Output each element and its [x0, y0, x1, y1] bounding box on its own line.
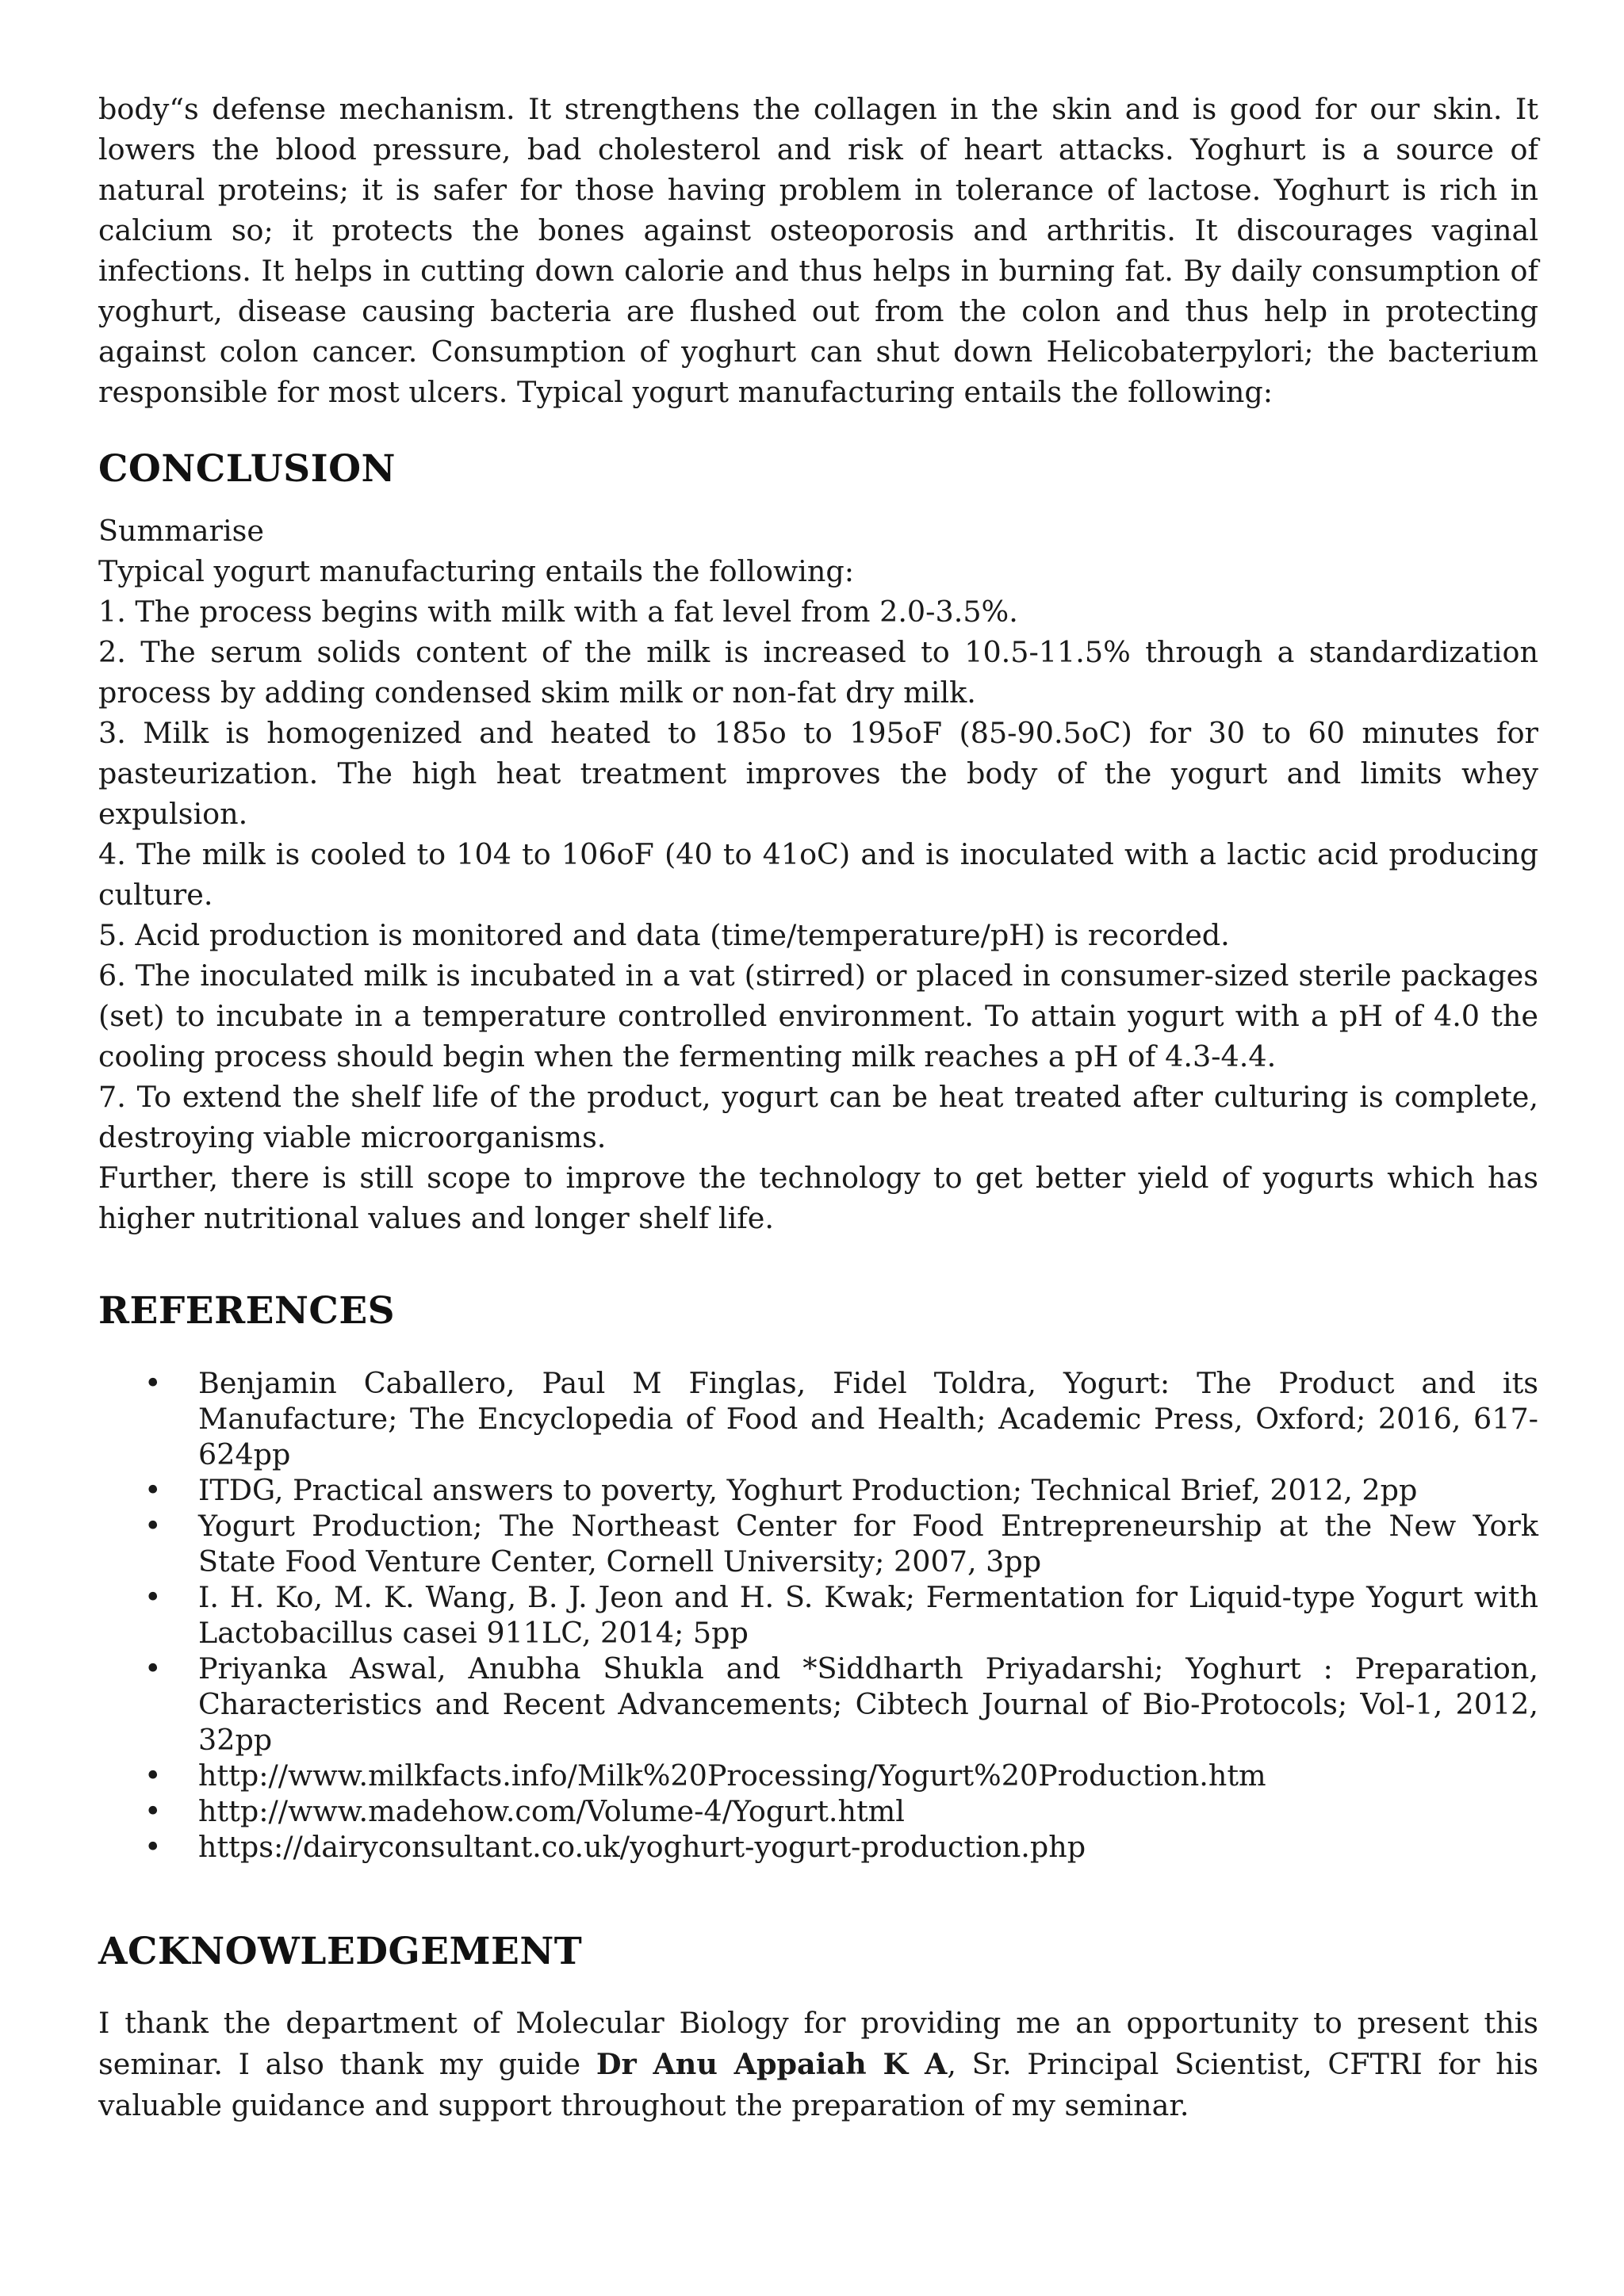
reference-url: https://dairyconsultant.co.uk/yoghurt-yogurt-production.php [198, 1830, 1086, 1864]
conclusion-step: 2. The serum solids content of the milk is increased to 10.5-11.5% through a standardization process by adding condensed skim milk or non-fat dry milk. [98, 635, 1538, 710]
reference-url: http://www.milkfacts.info/Milk%20Processing/Yogurt%20Production.htm [198, 1758, 1266, 1793]
reference-text: I. H. Ko, M. K. Wang, B. J. Jeon and H. S. Kwak; Fermentation for Liquid-type Yogurt with Lactobacillus casei 911LC, 2014; 5pp [198, 1580, 1538, 1650]
document-page [98, 89, 1538, 2126]
acknowledgement-text-before: I thank the department of Molecular Biology for providing me an opportunity to present this seminar. I also thank my guide [98, 2006, 1538, 2081]
reference-item [98, 1472, 1538, 1508]
bullet-icon: • [144, 1830, 162, 1864]
reference-item [98, 1579, 1538, 1651]
bullet-icon: • [144, 1473, 162, 1507]
conclusion-step: 5. Acid production is monitored and data (time/temperature/pH) is recorded. [98, 918, 1230, 952]
bullet-icon: • [144, 1758, 162, 1793]
bullet-icon: • [144, 1509, 162, 1543]
conclusion-step: 7. To extend the shelf life of the product, yogurt can be heat treated after culturing is complete, destroying viable microorganisms. [98, 1080, 1538, 1154]
references-list [98, 1365, 1538, 1865]
reference-item [98, 1758, 1538, 1793]
intro-paragraph: body“s defense mechanism. It strengthens the collagen in the skin and is good for our skin. It lowers the blood pressure, bad cholesterol and risk of heart attacks. Yoghurt is a source of natural proteins; it is safer for those having problem in tolerance of lactose. Yoghurt is rich in calcium so; it protects the bones against osteoporosis and arthritis. It discourages vaginal infections. It helps in cutting down calorie and thus helps in burning fat. By daily consumption of yoghurt, disease causing bacteria are flushed out from the colon and thus help in protecting against colon cancer. Consumption of yoghurt can shut down Helicobaterpylori; the bacterium responsible for most ulcers. Typical yogurt manufacturing entails the following: [98, 92, 1538, 409]
bullet-icon: • [144, 1580, 162, 1614]
acknowledgement-text-after: , Sr. Principal Scientist, CFTRI for his valuable guidance and support throughout the preparation of my seminar. [98, 2047, 1539, 2122]
conclusion-closing: Further, there is still scope to improve the technology to get better yield of yogurts which has higher nutritional values and longer shelf life. [98, 1161, 1538, 1235]
conclusion-line: Typical yogurt manufacturing entails the following: [98, 554, 855, 588]
bullet-icon: • [144, 1794, 162, 1828]
reference-text: ITDG, Practical answers to poverty, Yoghurt Production; Technical Brief, 2012, 2pp [198, 1473, 1418, 1507]
reference-item [98, 1508, 1538, 1579]
bullet-icon: • [144, 1366, 162, 1400]
reference-url: http://www.madehow.com/Volume-4/Yogurt.html [198, 1794, 905, 1828]
guide-name: Dr Anu Appaiah K A [596, 2047, 948, 2081]
acknowledgement-body [98, 2003, 1538, 2126]
reference-item [98, 1365, 1538, 1472]
reference-item [98, 1829, 1538, 1865]
bullet-icon: • [144, 1651, 162, 1686]
conclusion-step: 1. The process begins with milk with a fat level from 2.0-3.5%. [98, 595, 1018, 629]
reference-text: Benjamin Caballero, Paul M Finglas, Fidel Toldra, Yogurt: The Product and its Manufacture; The Encyclopedia of Food and Health; Academic Press, Oxford; 2016, 617-624pp [198, 1366, 1538, 1471]
reference-item [98, 1793, 1538, 1829]
acknowledgement-paragraph [98, 2003, 1538, 2126]
acknowledgement-heading: ACKNOWLEDGEMENT [98, 1930, 583, 1973]
reference-item [98, 1651, 1538, 1758]
conclusion-line: Summarise [98, 514, 264, 548]
conclusion-step: 3. Milk is homogenized and heated to 185o to 195oF (85-90.5oC) for 30 to 60 minutes for pasteurization. The high heat treatment improves the body of the yogurt and limits whey expulsion. [98, 716, 1538, 831]
reference-text: Yogurt Production; The Northeast Center for Food Entrepreneurship at the New York State Food Venture Center, Cornell University; 2007, 3pp [198, 1509, 1538, 1578]
conclusion-step: 4. The milk is cooled to 104 to 106oF (40 to 41oC) and is inoculated with a lactic acid producing culture. [98, 837, 1538, 912]
conclusion-heading: CONCLUSION [98, 447, 396, 491]
conclusion-step: 6. The inoculated milk is incubated in a vat (stirred) or placed in consumer-sized sterile packages (set) to incubate in a temperature controlled environment. To attain yogurt with a pH of 4.0 the cooling process should begin when the fermenting milk reaches a pH of 4.3-4.4. [98, 959, 1538, 1073]
reference-text: Priyanka Aswal, Anubha Shukla and *Siddharth Priyadarshi; Yoghurt : Preparation, Characteristics and Recent Advancements; Cibtech Journal of Bio-Protocols; Vol-1, 2012, 32pp [198, 1651, 1538, 1757]
conclusion-body [98, 511, 1538, 1238]
references-heading: REFERENCES [98, 1289, 396, 1333]
